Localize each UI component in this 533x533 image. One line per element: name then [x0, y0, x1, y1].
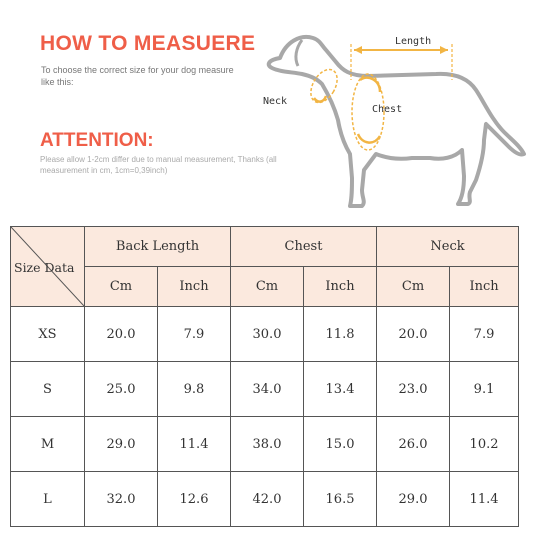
value-cell: 7.9 — [158, 307, 231, 362]
value-cell: 29.0 — [85, 417, 158, 472]
dog-silhouette — [269, 37, 524, 206]
value-cell: 38.0 — [231, 417, 304, 472]
unit-header: Cm — [377, 267, 450, 307]
length-label: Length — [395, 36, 432, 47]
neck-label: Neck — [263, 96, 288, 107]
table-row — [11, 307, 519, 362]
value-cell: 32.0 — [85, 472, 158, 527]
size-chart-table — [10, 226, 519, 527]
value-cell: 10.2 — [450, 417, 519, 472]
size-cell: S — [11, 362, 85, 417]
attention-heading: ATTENTION: — [40, 130, 154, 151]
value-cell: 11.8 — [304, 307, 377, 362]
unit-header: Cm — [85, 267, 158, 307]
value-cell: 34.0 — [231, 362, 304, 417]
unit-header: Inch — [304, 267, 377, 307]
group-header-back-length: Back Length — [85, 227, 231, 267]
size-cell: L — [11, 472, 85, 527]
value-cell: 9.8 — [158, 362, 231, 417]
size-cell: M — [11, 417, 85, 472]
value-cell: 15.0 — [304, 417, 377, 472]
value-cell: 20.0 — [85, 307, 158, 362]
value-cell: 16.5 — [304, 472, 377, 527]
value-cell: 9.1 — [450, 362, 519, 417]
unit-header: Cm — [231, 267, 304, 307]
table-row — [11, 472, 519, 527]
group-header-neck: Neck — [377, 227, 519, 267]
value-cell: 11.4 — [450, 472, 519, 527]
unit-header: Inch — [450, 267, 519, 307]
value-cell: 30.0 — [231, 307, 304, 362]
value-cell: 25.0 — [85, 362, 158, 417]
attention-note: Please allow 1-2cm differ due to manual measurement, Thanks (all measurement in cm, 1cm=0,39inch) — [40, 155, 277, 175]
value-cell: 26.0 — [377, 417, 450, 472]
value-cell: 12.6 — [158, 472, 231, 527]
value-cell: 29.0 — [377, 472, 450, 527]
table-row — [11, 417, 519, 472]
measure-instructions: To choose the correct size for your dog measure like this: — [41, 65, 234, 87]
corner-label: Size Data — [14, 260, 75, 275]
size-data-corner-cell — [11, 227, 85, 307]
value-cell: 23.0 — [377, 362, 450, 417]
value-cell: 7.9 — [450, 307, 519, 362]
dog-measurement-diagram — [258, 20, 533, 220]
value-cell: 20.0 — [377, 307, 450, 362]
group-header-chest: Chest — [231, 227, 377, 267]
unit-header: Inch — [158, 267, 231, 307]
page-title: HOW TO MEASUERE — [40, 32, 256, 55]
table-row — [11, 362, 519, 417]
chest-label: Chest — [372, 104, 403, 115]
value-cell: 11.4 — [158, 417, 231, 472]
value-cell: 13.4 — [304, 362, 377, 417]
size-cell: XS — [11, 307, 85, 362]
value-cell: 42.0 — [231, 472, 304, 527]
